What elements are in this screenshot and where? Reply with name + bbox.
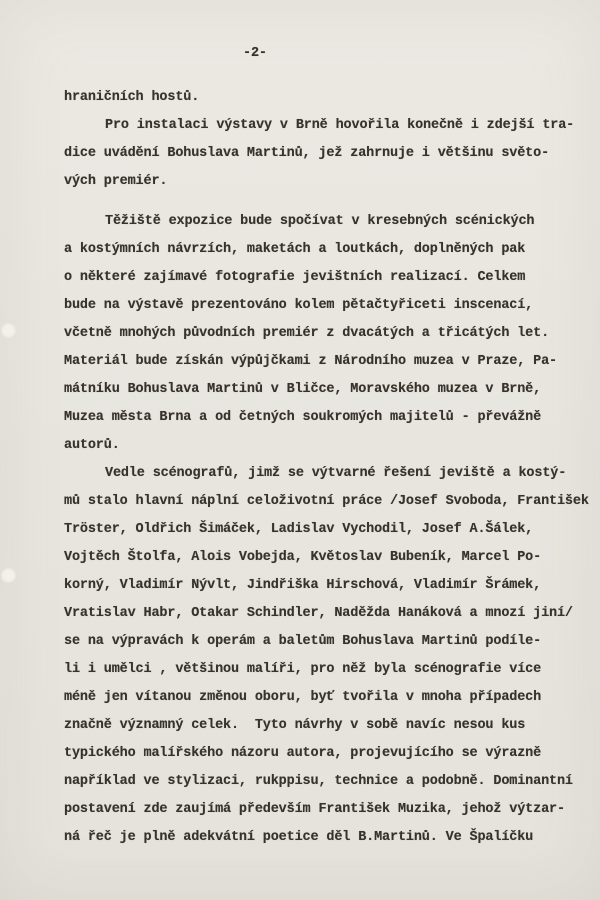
text-line: Tröster, Oldřich Šimáček, Ladislav Vychodil, Josef A.Šálek, — [64, 522, 534, 537]
text-line: a kostýmních návrzích, maketách a loutkách, doplněných pak — [64, 242, 526, 257]
text-line: hraničních hostů. — [64, 90, 200, 105]
paragraph — [64, 208, 600, 460]
page-number: -2- — [243, 46, 267, 61]
text-line: Vedle scénografů, jimž se výtvarné řešení jeviště a kostý- — [105, 466, 567, 481]
text-line: Materiál bude získán výpůjčkami z Národního muzea v Praze, Pa- — [64, 354, 557, 369]
text-line: korný, Vladimír Nývlt, Jindřiška Hirschová, Vladimír Šrámek, — [64, 578, 542, 593]
text-line: mů stalo hlavní náplní celoživotní práce /Josef Svoboda, František — [64, 494, 589, 509]
hole-punch-mark — [1, 323, 16, 338]
text-line: Těžiště expozice bude spočívat v kresebných scénických — [105, 214, 535, 229]
text-line: dice uvádění Bohuslava Martinů, jež zahrnuje i většinu světo- — [64, 146, 550, 161]
hole-punch-mark — [1, 568, 16, 583]
text-line: Muzea města Brna a od četných soukromých majitelů - převážně — [64, 410, 542, 425]
paragraph — [64, 112, 600, 196]
text-line: autorů. — [64, 438, 120, 453]
text-line: bude na výstavě prezentováno kolem pětačtyřiceti inscenací, — [64, 298, 534, 313]
text-line: li i umělci , většinou malíři, pro něž byla scénografie více — [64, 662, 542, 677]
text-line: včetně mnohých původních premiér z dvacátých a třicátých let. — [64, 326, 550, 341]
text-line: Pro instalaci výstavy v Brně hovořila konečně i zdejší tra- — [105, 118, 575, 133]
text-line: Vratislav Habr, Otakar Schindler, Naděžda Hanáková a mnozí jiní/ — [64, 606, 573, 621]
text-line: například ve stylizaci, rukppisu, technice a podobně. Dominantní — [64, 774, 573, 789]
text-line: méně jen vítanou změnou oboru, byť tvořila v mnoha případech — [64, 690, 542, 705]
text-line: Vojtěch Štolfa, Alois Vobejda, Květoslav Bubeník, Marcel Po- — [64, 550, 542, 565]
paragraph — [64, 84, 600, 112]
text-line: ná řeč je plně adekvátní poetice děl B.Martinů. Ve Špalíčku — [64, 830, 534, 845]
text-line: vých premiér. — [64, 174, 168, 189]
text-line: se na výpravách k operám a baletům Bohuslava Martinů podíle- — [64, 634, 542, 649]
document-body — [64, 84, 600, 852]
text-line: typického malířského názoru autora, projevujícího se výrazně — [64, 746, 542, 761]
text-line: o některé zajímavé fotografie jevištních realizací. Celkem — [64, 270, 526, 285]
text-line: značně významný celek. Tyto návrhy v sobě navíc nesou kus — [64, 718, 526, 733]
paragraph — [64, 460, 600, 852]
text-line: mátníku Bohuslava Martinů v Bličce, Moravského muzea v Brně, — [64, 382, 542, 397]
text-line: postavení zde zaujímá především František Muzika, jehož výtzar- — [64, 802, 565, 817]
